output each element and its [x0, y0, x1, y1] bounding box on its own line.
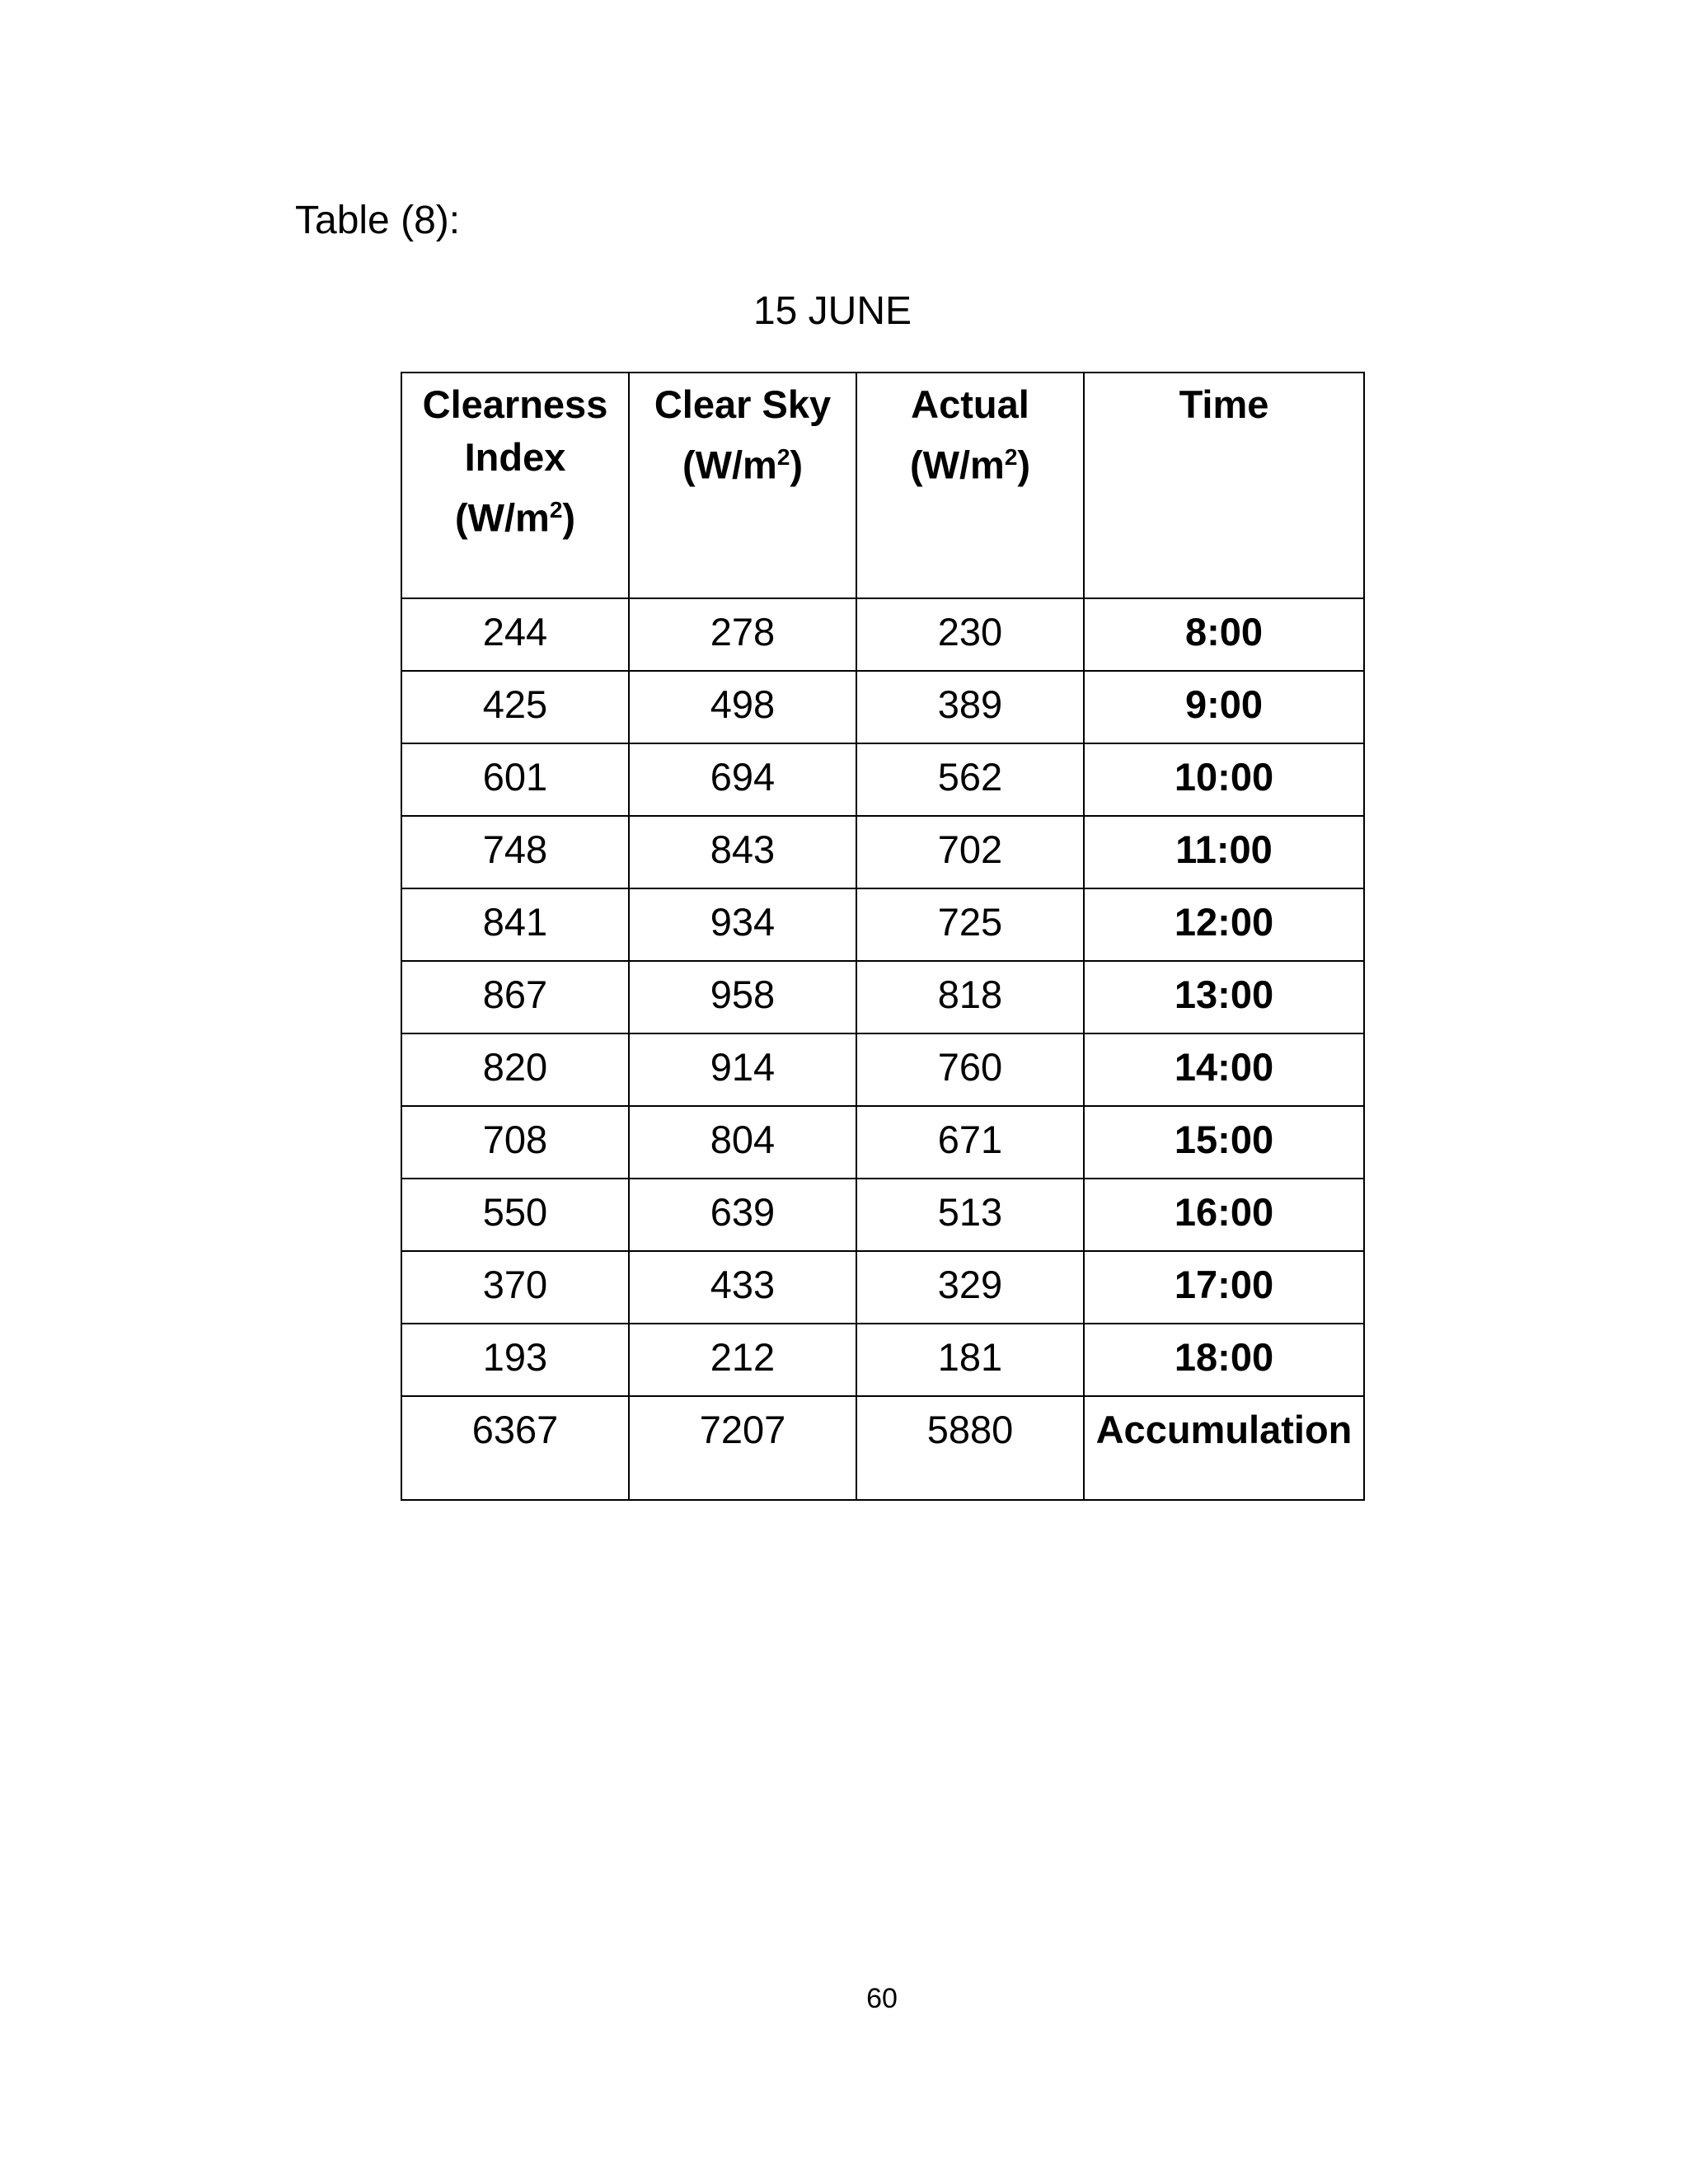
cell-time: Accumulation [1084, 1396, 1364, 1500]
cell-clearness-index: 601 [401, 743, 629, 816]
table-caption: Table (8): [295, 199, 461, 242]
cell-time: 8:00 [1084, 598, 1364, 671]
cell-actual: 671 [856, 1106, 1084, 1179]
header-unit [857, 431, 1083, 492]
cell-clear-sky: 694 [629, 743, 856, 816]
header-unit [402, 484, 628, 545]
cell-clear-sky: 843 [629, 816, 856, 888]
cell-clearness-index: 820 [401, 1033, 629, 1106]
table-row [401, 743, 1364, 816]
cell-actual: 725 [856, 888, 1084, 961]
page-number: 60 [866, 1983, 898, 2014]
cell-clearness-index: 6367 [401, 1396, 629, 1500]
cell-time: 13:00 [1084, 961, 1364, 1033]
cell-time: 17:00 [1084, 1251, 1364, 1324]
header-unit-text: (W/m [909, 443, 1005, 487]
table-row [401, 1324, 1364, 1396]
cell-clearness-index: 425 [401, 671, 629, 743]
header-line: Clear Sky [654, 382, 832, 426]
cell-actual: 5880 [856, 1396, 1084, 1500]
cell-time: 18:00 [1084, 1324, 1364, 1396]
cell-time: 15:00 [1084, 1106, 1364, 1179]
cell-clearness-index: 841 [401, 888, 629, 961]
header-time [1084, 373, 1364, 598]
table-row [401, 1179, 1364, 1251]
cell-actual: 389 [856, 671, 1084, 743]
table-row [401, 961, 1364, 1033]
cell-time: 12:00 [1084, 888, 1364, 961]
header-unit-text: (W/m [682, 443, 777, 487]
table-header-row [401, 373, 1364, 598]
cell-actual: 329 [856, 1251, 1084, 1324]
cell-actual: 562 [856, 743, 1084, 816]
irradiance-table [401, 372, 1365, 1501]
cell-clear-sky: 498 [629, 671, 856, 743]
header-unit-text: (W/m [454, 495, 550, 540]
header-line: Time [1179, 382, 1269, 426]
unit-close-paren: ) [1017, 443, 1031, 487]
table-row [401, 671, 1364, 743]
cell-clearness-index: 193 [401, 1324, 629, 1396]
cell-time: 10:00 [1084, 743, 1364, 816]
cell-actual: 702 [856, 816, 1084, 888]
header-line: Clearness [422, 382, 608, 426]
header-line: Actual [911, 382, 1029, 426]
header-line: Index [464, 435, 566, 479]
unit-superscript: 2 [1004, 444, 1018, 470]
cell-actual: 818 [856, 961, 1084, 1033]
cell-time: 16:00 [1084, 1179, 1364, 1251]
table-row [401, 1251, 1364, 1324]
cell-clearness-index: 550 [401, 1179, 629, 1251]
cell-clear-sky: 433 [629, 1251, 856, 1324]
table-row [401, 1033, 1364, 1106]
cell-actual: 230 [856, 598, 1084, 671]
header-unit [630, 431, 856, 492]
cell-clear-sky: 278 [629, 598, 856, 671]
cell-clear-sky: 7207 [629, 1396, 856, 1500]
table-row [401, 1396, 1364, 1500]
table-row [401, 888, 1364, 961]
cell-time: 14:00 [1084, 1033, 1364, 1106]
cell-actual: 181 [856, 1324, 1084, 1396]
cell-clear-sky: 804 [629, 1106, 856, 1179]
unit-superscript: 2 [549, 497, 563, 523]
unit-close-paren: ) [562, 495, 576, 540]
cell-clear-sky: 639 [629, 1179, 856, 1251]
cell-clear-sky: 958 [629, 961, 856, 1033]
cell-time: 11:00 [1084, 816, 1364, 888]
cell-actual: 760 [856, 1033, 1084, 1106]
cell-clearness-index: 708 [401, 1106, 629, 1179]
cell-clear-sky: 914 [629, 1033, 856, 1106]
cell-clear-sky: 934 [629, 888, 856, 961]
cell-clear-sky: 212 [629, 1324, 856, 1396]
unit-close-paren: ) [790, 443, 804, 487]
table-row [401, 816, 1364, 888]
cell-clearness-index: 867 [401, 961, 629, 1033]
table-row [401, 1106, 1364, 1179]
cell-clearness-index: 370 [401, 1251, 629, 1324]
cell-clearness-index: 244 [401, 598, 629, 671]
table-row [401, 598, 1364, 671]
unit-superscript: 2 [776, 444, 790, 470]
cell-time: 9:00 [1084, 671, 1364, 743]
header-actual [856, 373, 1084, 598]
header-clearness-index [401, 373, 629, 598]
header-clear-sky [629, 373, 856, 598]
cell-clearness-index: 748 [401, 816, 629, 888]
table-subtitle: 15 JUNE [753, 289, 912, 333]
cell-actual: 513 [856, 1179, 1084, 1251]
